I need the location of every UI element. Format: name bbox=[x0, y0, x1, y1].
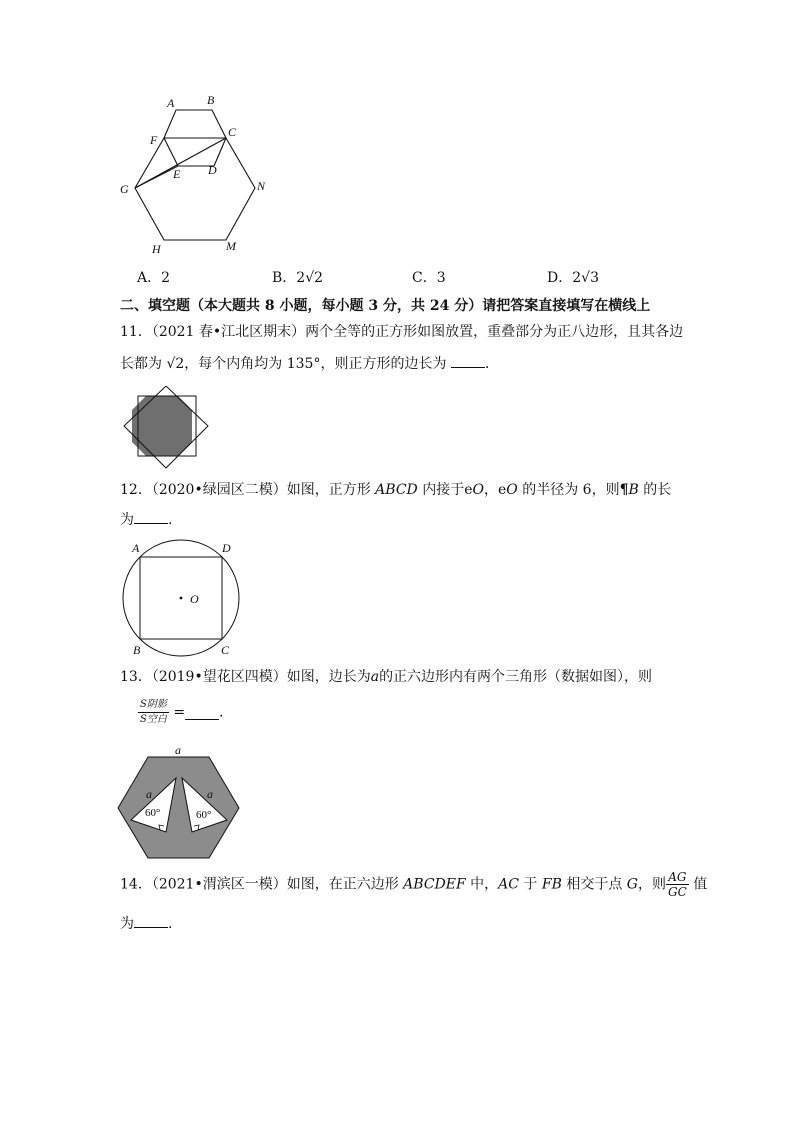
option-c-value: 3 bbox=[436, 270, 446, 286]
q12-arc-symbol: ¶ bbox=[619, 482, 629, 498]
small-hexagon-top bbox=[164, 110, 226, 138]
label-G: G bbox=[120, 182, 129, 196]
figure-hexagon-parallelogram bbox=[110, 90, 280, 260]
label-C: C bbox=[228, 125, 237, 139]
q14-line1-e: 于 bbox=[518, 876, 542, 893]
q13-eq: = bbox=[173, 704, 186, 721]
q12-line1 bbox=[120, 480, 671, 500]
q12-line1-j: 的长 bbox=[638, 482, 672, 498]
q12-end: . bbox=[168, 512, 173, 528]
q12-line2-a: 为 bbox=[120, 512, 134, 528]
option-a-value: 2 bbox=[161, 270, 171, 286]
q11-line1: 11．（2021 春•江北区期末）两个全等的正方形如图放置，重叠部分为正八边形，且其各边 bbox=[120, 324, 684, 340]
option-b-letter: B． bbox=[272, 270, 297, 286]
q13-a: a bbox=[370, 669, 380, 685]
label-F: F bbox=[150, 133, 158, 147]
label-H: H bbox=[152, 242, 161, 256]
q14-abcdef: ABCDEF bbox=[403, 876, 466, 893]
hex-label-right-a: a bbox=[207, 787, 213, 801]
q13-fraction-line bbox=[138, 698, 224, 727]
q12-line2 bbox=[120, 509, 172, 530]
q14-g: G bbox=[626, 876, 638, 893]
q14-ac: AC bbox=[498, 876, 519, 893]
q14-line1-i: ，则 bbox=[637, 876, 666, 893]
q12-arc-b: B bbox=[628, 482, 639, 498]
q12-line1-c: 内接于e bbox=[417, 482, 473, 498]
octagon-overlap bbox=[132, 396, 192, 456]
q11-line2-c: ，每个内角均为 135°，则正方形的边长为 bbox=[184, 356, 451, 372]
label-N: N bbox=[257, 179, 266, 193]
option-b[interactable] bbox=[272, 268, 323, 288]
circle-label-O: O bbox=[190, 592, 199, 606]
q11-line2 bbox=[120, 353, 489, 374]
q12-o1: O bbox=[472, 482, 484, 498]
q14-line2 bbox=[120, 913, 172, 934]
q12-line1-a: 12．（2020•绿园区二模）如图，正方形 bbox=[120, 482, 376, 498]
option-c-letter: C． bbox=[412, 270, 437, 286]
q14-end: . bbox=[168, 916, 173, 932]
label-D: D bbox=[208, 163, 217, 177]
section-heading: 二、填空题（本大题共 8 小题，每小题 3 分，共 24 分）请把答案直接填写在横线上 bbox=[120, 298, 651, 314]
q14-line1-j: 值 bbox=[688, 876, 708, 893]
hex-label-top-a: a bbox=[175, 743, 181, 757]
option-d-letter: D． bbox=[547, 270, 573, 286]
q11-sqrt2: √2 bbox=[166, 356, 185, 372]
q13-frac-den: S空白 bbox=[140, 714, 167, 725]
label-A: A bbox=[167, 96, 175, 110]
figure-hexagon-triangles bbox=[115, 740, 245, 862]
q12-line1-e: ，e bbox=[484, 482, 507, 498]
option-a[interactable] bbox=[137, 268, 170, 288]
q13-end: . bbox=[219, 704, 224, 721]
q13-line1 bbox=[120, 667, 652, 687]
shaded-hexagon bbox=[118, 757, 239, 858]
hex-label-right-angle: 60° bbox=[196, 809, 212, 821]
center-dot bbox=[180, 597, 183, 600]
option-c[interactable] bbox=[412, 268, 446, 288]
option-b-value: 2√2 bbox=[296, 270, 324, 286]
q14-line1 bbox=[120, 870, 707, 899]
q14-frac-num: AG bbox=[666, 870, 689, 885]
q14-fb: FB bbox=[541, 876, 562, 893]
option-d[interactable] bbox=[547, 268, 599, 288]
q14-line1-a: 14．（2021•渭滨区一模）如图，在正六边形 bbox=[120, 876, 404, 893]
q13-line1-a: 13．（2019•望花区四模）如图，边长为 bbox=[120, 669, 371, 685]
q14-line1-g: 相交于点 bbox=[561, 876, 627, 893]
label-M: M bbox=[226, 239, 236, 253]
circle-label-A: A bbox=[132, 541, 140, 555]
option-a-letter: A． bbox=[137, 270, 162, 286]
label-B: B bbox=[207, 93, 215, 107]
option-d-value: 2√3 bbox=[572, 270, 599, 286]
q11-end: . bbox=[484, 356, 490, 372]
q14-fraction bbox=[666, 870, 689, 899]
q14-frac-den: GC bbox=[667, 885, 687, 899]
hex-label-left-angle: 60° bbox=[145, 807, 161, 819]
q13-frac-num: S阴影 bbox=[138, 698, 169, 713]
q11-line2-a: 长都为 bbox=[120, 356, 167, 372]
q13-line1-c: 的正六边形内有两个三角形（数据如图），则 bbox=[379, 669, 653, 685]
label-E: E bbox=[173, 167, 181, 181]
figure-circle-square bbox=[115, 538, 250, 658]
circle-label-B: B bbox=[133, 643, 141, 657]
q13-answer-blank[interactable] bbox=[185, 705, 219, 720]
q12-abcd: ABCD bbox=[375, 482, 418, 498]
circle-label-C: C bbox=[221, 643, 230, 657]
hex-label-left-a: a bbox=[146, 787, 152, 801]
q14-answer-blank[interactable] bbox=[134, 913, 168, 928]
q13-fraction bbox=[138, 698, 169, 727]
q12-answer-blank[interactable] bbox=[134, 509, 168, 524]
q12-line1-g: 的半径为 6，则 bbox=[517, 482, 620, 498]
big-hexagon bbox=[135, 138, 255, 240]
q14-line2-a: 为 bbox=[120, 916, 134, 932]
q11-answer-blank[interactable] bbox=[451, 353, 485, 368]
q14-line1-c: 中， bbox=[465, 876, 499, 893]
circle-label-D: D bbox=[222, 541, 231, 555]
q12-o2: O bbox=[506, 482, 518, 498]
figure-two-squares bbox=[122, 386, 212, 476]
